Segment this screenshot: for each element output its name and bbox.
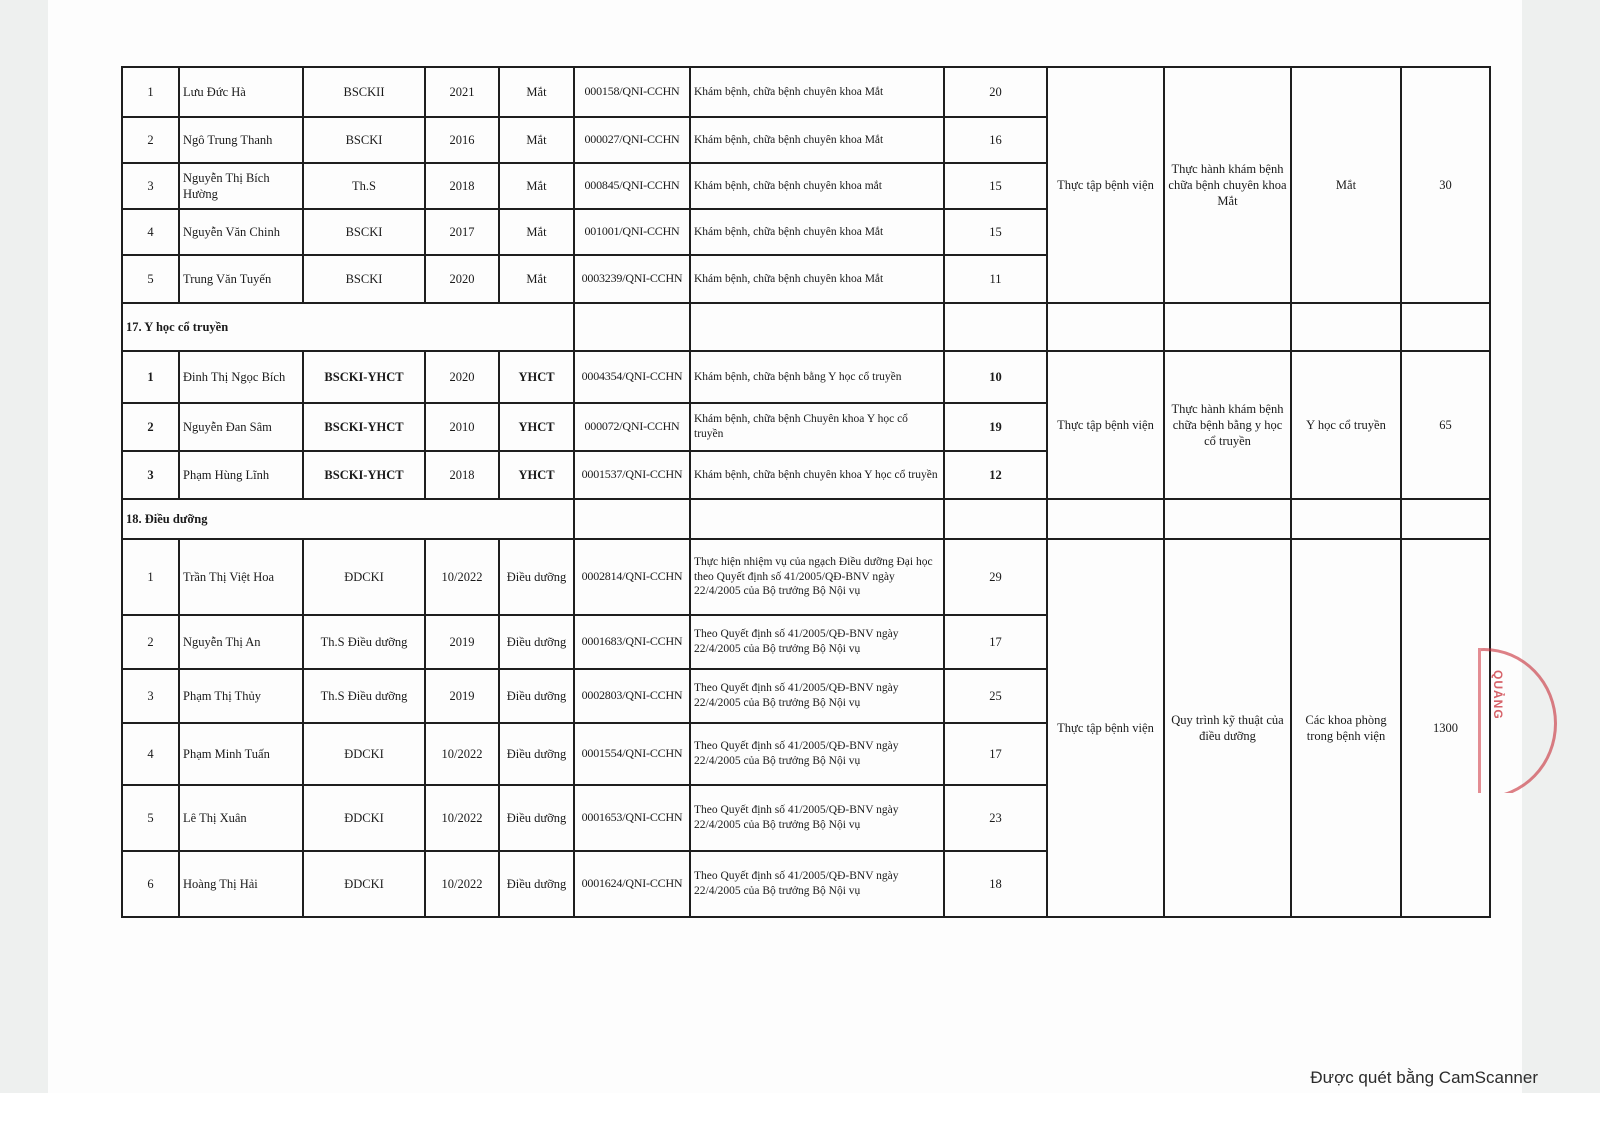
empty-cell bbox=[1047, 303, 1164, 351]
cell-year: 10/2022 bbox=[425, 723, 499, 785]
cell-scope: Theo Quyết định số 41/2005/QĐ-BNV ngày 22/4/2005 của Bộ trưởng Bộ Nội vụ bbox=[690, 785, 944, 851]
cell-year: 2020 bbox=[425, 255, 499, 303]
cell-scope: Khám bệnh, chữa bệnh Chuyên khoa Y học cổ truyền bbox=[690, 403, 944, 451]
cell-degree: ĐDCKI bbox=[303, 723, 425, 785]
empty-cell bbox=[944, 499, 1047, 539]
cell-specialty: Mắt bbox=[499, 117, 574, 163]
empty-cell bbox=[574, 499, 690, 539]
cell-scope: Khám bệnh, chữa bệnh chuyên khoa Y học cổ truyền bbox=[690, 451, 944, 499]
cell-degree: Th.S Điều dưỡng bbox=[303, 669, 425, 723]
cell-stt: 6 bbox=[122, 851, 179, 917]
cell-specialty: Điều dưỡng bbox=[499, 851, 574, 917]
cell-years-experience: 29 bbox=[944, 539, 1047, 615]
cell-scope: Khám bệnh, chữa bệnh chuyên khoa mắt bbox=[690, 163, 944, 209]
cell-license: 000845/QNI-CCHN bbox=[574, 163, 690, 209]
cell-degree: BSCKI bbox=[303, 209, 425, 255]
cell-degree: Th.S bbox=[303, 163, 425, 209]
table-row bbox=[122, 539, 1490, 615]
cell-specialty: YHCT bbox=[499, 351, 574, 403]
cell-year: 2010 bbox=[425, 403, 499, 451]
cell-year: 10/2022 bbox=[425, 851, 499, 917]
cell-year: 2018 bbox=[425, 451, 499, 499]
cell-training-form: Thực tập bệnh viện bbox=[1047, 67, 1164, 303]
cell-years-experience: 18 bbox=[944, 851, 1047, 917]
cell-years-experience: 10 bbox=[944, 351, 1047, 403]
cell-license: 000027/QNI-CCHN bbox=[574, 117, 690, 163]
cell-degree: BSCKII bbox=[303, 67, 425, 117]
cell-department: Y học cổ truyền bbox=[1291, 351, 1401, 499]
cell-license: 000072/QNI-CCHN bbox=[574, 403, 690, 451]
cell-year: 2019 bbox=[425, 669, 499, 723]
cell-trainee-count: 65 bbox=[1401, 351, 1490, 499]
table-row bbox=[122, 351, 1490, 403]
cell-name: Nguyễn Thị An bbox=[179, 615, 303, 669]
cell-scope: Khám bệnh, chữa bệnh bằng Y học cổ truyền bbox=[690, 351, 944, 403]
cell-year: 2019 bbox=[425, 615, 499, 669]
cell-scope: Theo Quyết định số 41/2005/QĐ-BNV ngày 22/4/2005 của Bộ trưởng Bộ Nội vụ bbox=[690, 669, 944, 723]
cell-scope: Khám bệnh, chữa bệnh chuyên khoa Mắt bbox=[690, 255, 944, 303]
cell-degree: BSCKI-YHCT bbox=[303, 351, 425, 403]
cell-specialty: Mắt bbox=[499, 255, 574, 303]
cell-name: Phạm Hùng Lĩnh bbox=[179, 451, 303, 499]
cell-scope: Thực hiện nhiệm vụ của ngạch Điều dưỡng Đại học theo Quyết định số 41/2005/QĐ-BNV ngày 22/4/2005 của Bộ trưởng Bộ Nội vụ bbox=[690, 539, 944, 615]
empty-cell bbox=[690, 303, 944, 351]
cell-years-experience: 16 bbox=[944, 117, 1047, 163]
cell-degree: BSCKI-YHCT bbox=[303, 451, 425, 499]
section-title: 18. Điều dưỡng bbox=[122, 499, 574, 539]
cell-year: 10/2022 bbox=[425, 539, 499, 615]
section-title-row bbox=[122, 303, 1490, 351]
camscanner-footer: Được quét bằng CamScanner bbox=[1310, 1068, 1538, 1087]
cell-years-experience: 15 bbox=[944, 209, 1047, 255]
cell-year: 2020 bbox=[425, 351, 499, 403]
cell-specialty: Điều dưỡng bbox=[499, 785, 574, 851]
cell-license: 0001653/QNI-CCHN bbox=[574, 785, 690, 851]
cell-specialty: Mắt bbox=[499, 209, 574, 255]
cell-stt: 1 bbox=[122, 67, 179, 117]
cell-year: 10/2022 bbox=[425, 785, 499, 851]
seal-text: QUẢNG bbox=[1491, 670, 1505, 720]
cell-department: Các khoa phòng trong bệnh viện bbox=[1291, 539, 1401, 917]
cell-stt: 1 bbox=[122, 539, 179, 615]
cell-stt: 4 bbox=[122, 723, 179, 785]
red-seal-stamp bbox=[1478, 648, 1561, 793]
cell-name: Ngô Trung Thanh bbox=[179, 117, 303, 163]
cell-degree: BSCKI bbox=[303, 117, 425, 163]
cell-year: 2021 bbox=[425, 67, 499, 117]
cell-year: 2018 bbox=[425, 163, 499, 209]
cell-scope: Khám bệnh, chữa bệnh chuyên khoa Mắt bbox=[690, 209, 944, 255]
cell-years-experience: 11 bbox=[944, 255, 1047, 303]
cell-stt: 3 bbox=[122, 163, 179, 209]
cell-stt: 5 bbox=[122, 255, 179, 303]
cell-year: 2017 bbox=[425, 209, 499, 255]
cell-stt: 2 bbox=[122, 403, 179, 451]
seal-ring bbox=[1478, 648, 1557, 793]
cell-degree: ĐDCKI bbox=[303, 539, 425, 615]
cell-name: Nguyễn Đan Sâm bbox=[179, 403, 303, 451]
cell-training-form: Thực tập bệnh viện bbox=[1047, 539, 1164, 917]
cell-name: Trần Thị Việt Hoa bbox=[179, 539, 303, 615]
cell-license: 0003239/QNI-CCHN bbox=[574, 255, 690, 303]
cell-department: Mắt bbox=[1291, 67, 1401, 303]
cell-specialty: Điều dưỡng bbox=[499, 615, 574, 669]
cell-degree: ĐDCKI bbox=[303, 785, 425, 851]
cell-specialty: Mắt bbox=[499, 163, 574, 209]
cell-year: 2016 bbox=[425, 117, 499, 163]
cell-years-experience: 19 bbox=[944, 403, 1047, 451]
empty-cell bbox=[1401, 303, 1490, 351]
empty-cell bbox=[1401, 499, 1490, 539]
empty-cell bbox=[690, 499, 944, 539]
cell-name: Nguyễn Thị Bích Hường bbox=[179, 163, 303, 209]
cell-years-experience: 12 bbox=[944, 451, 1047, 499]
cell-scope: Khám bệnh, chữa bệnh chuyên khoa Mắt bbox=[690, 117, 944, 163]
cell-specialty: Điều dưỡng bbox=[499, 669, 574, 723]
cell-license: 0002803/QNI-CCHN bbox=[574, 669, 690, 723]
cell-specialty: Điều dưỡng bbox=[499, 539, 574, 615]
cell-degree: BSCKI-YHCT bbox=[303, 403, 425, 451]
cell-license: 0004354/QNI-CCHN bbox=[574, 351, 690, 403]
cell-degree: Th.S Điều dưỡng bbox=[303, 615, 425, 669]
cell-years-experience: 15 bbox=[944, 163, 1047, 209]
cell-name: Nguyễn Văn Chinh bbox=[179, 209, 303, 255]
cell-stt: 2 bbox=[122, 615, 179, 669]
cell-scope: Theo Quyết định số 41/2005/QĐ-BNV ngày 22/4/2005 của Bộ trưởng Bộ Nội vụ bbox=[690, 851, 944, 917]
empty-cell bbox=[1047, 499, 1164, 539]
cell-name: Lê Thị Xuân bbox=[179, 785, 303, 851]
cell-training-content: Thực hành khám bệnh chữa bệnh chuyên khoa Mắt bbox=[1164, 67, 1291, 303]
cell-specialty: YHCT bbox=[499, 451, 574, 499]
cell-license: 0001683/QNI-CCHN bbox=[574, 615, 690, 669]
cell-license: 000158/QNI-CCHN bbox=[574, 67, 690, 117]
cell-specialty: Mắt bbox=[499, 67, 574, 117]
cell-trainee-count: 30 bbox=[1401, 67, 1490, 303]
cell-specialty: YHCT bbox=[499, 403, 574, 451]
cell-license: 0001554/QNI-CCHN bbox=[574, 723, 690, 785]
cell-stt: 4 bbox=[122, 209, 179, 255]
cell-license: 0002814/QNI-CCHN bbox=[574, 539, 690, 615]
cell-license: 0001537/QNI-CCHN bbox=[574, 451, 690, 499]
cell-years-experience: 25 bbox=[944, 669, 1047, 723]
cell-specialty: Điều dưỡng bbox=[499, 723, 574, 785]
cell-name: Đinh Thị Ngọc Bích bbox=[179, 351, 303, 403]
cell-name: Hoàng Thị Hải bbox=[179, 851, 303, 917]
cell-stt: 1 bbox=[122, 351, 179, 403]
table-row bbox=[122, 67, 1490, 117]
cell-training-form: Thực tập bệnh viện bbox=[1047, 351, 1164, 499]
cell-trainee-count: 1300 bbox=[1401, 539, 1490, 917]
cell-years-experience: 23 bbox=[944, 785, 1047, 851]
empty-cell bbox=[574, 303, 690, 351]
cell-scope: Khám bệnh, chữa bệnh chuyên khoa Mắt bbox=[690, 67, 944, 117]
cell-degree: ĐDCKI bbox=[303, 851, 425, 917]
empty-cell bbox=[1164, 499, 1291, 539]
cell-years-experience: 17 bbox=[944, 615, 1047, 669]
cell-stt: 5 bbox=[122, 785, 179, 851]
empty-cell bbox=[1291, 303, 1401, 351]
cell-training-content: Thực hành khám bệnh chữa bệnh bằng y học cổ truyền bbox=[1164, 351, 1291, 499]
cell-years-experience: 17 bbox=[944, 723, 1047, 785]
section-title: 17. Y học cổ truyền bbox=[122, 303, 574, 351]
cell-stt: 2 bbox=[122, 117, 179, 163]
cell-name: Phạm Thị Thủy bbox=[179, 669, 303, 723]
cell-name: Phạm Minh Tuấn bbox=[179, 723, 303, 785]
empty-cell bbox=[944, 303, 1047, 351]
cell-stt: 3 bbox=[122, 451, 179, 499]
cell-years-experience: 20 bbox=[944, 67, 1047, 117]
cell-license: 0001624/QNI-CCHN bbox=[574, 851, 690, 917]
cell-name: Lưu Đức Hà bbox=[179, 67, 303, 117]
scan-bottom-margin bbox=[0, 1093, 1600, 1131]
cell-scope: Theo Quyết định số 41/2005/QĐ-BNV ngày 22/4/2005 của Bộ trưởng Bộ Nội vụ bbox=[690, 615, 944, 669]
empty-cell bbox=[1291, 499, 1401, 539]
cell-degree: BSCKI bbox=[303, 255, 425, 303]
cell-name: Trung Văn Tuyến bbox=[179, 255, 303, 303]
cell-stt: 3 bbox=[122, 669, 179, 723]
cell-scope: Theo Quyết định số 41/2005/QĐ-BNV ngày 22/4/2005 của Bộ trưởng Bộ Nội vụ bbox=[690, 723, 944, 785]
section-title-row bbox=[122, 499, 1490, 539]
empty-cell bbox=[1164, 303, 1291, 351]
cell-license: 001001/QNI-CCHN bbox=[574, 209, 690, 255]
staff-table bbox=[121, 66, 1491, 918]
cell-training-content: Quy trình kỹ thuật của điều dưỡng bbox=[1164, 539, 1291, 917]
